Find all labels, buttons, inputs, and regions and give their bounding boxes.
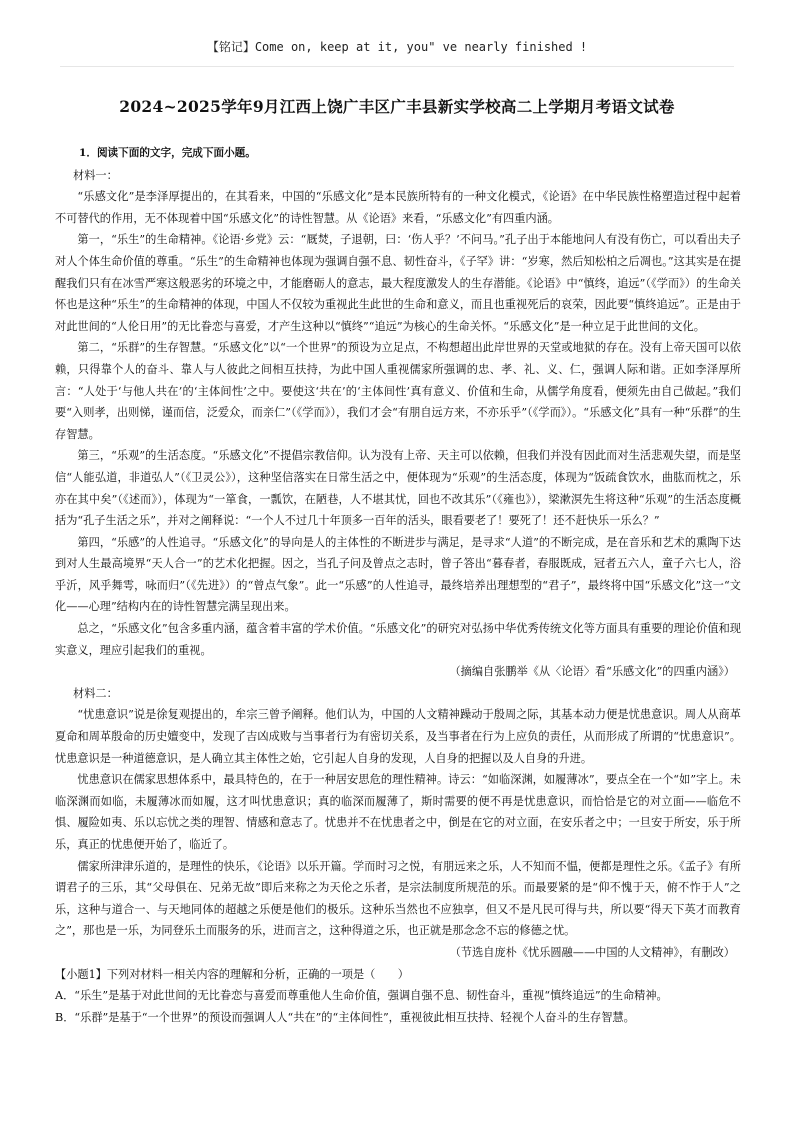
answer-option-a[interactable]: A．“乐生”是基于对此世间的无比眷恋与喜爱而尊重他人生命价值，强调自强不息、韧性奋斗，重视“慎终追远”的生命精神。 [55, 989, 668, 1003]
header-divider [60, 66, 734, 67]
document-body [55, 143, 741, 1028]
material-one-paragraph: “乐感文化”是李泽厚提出的，在其看来，中国的“乐感文化”是本民族所特有的一种文化模式，《论语》在中华民族性格塑造过程中起着不可替代的作用，无不体现着中国“乐感文化”的诗性智慧。从《论语》来看，“乐感文化”有四重内涵。 [55, 190, 741, 225]
material-one-paragraph: 第一，“乐生”的生命精神。《论语·乡党》云：“厩焚，子退朝，曰：‘伤人乎？’不问马。”孔子出于本能地问人有没有伤亡，可以看出夫子对人个体生命价值的尊重。“乐生”的生命精神也体现为强调自强不息、韧性奋斗，《子罕》讲：“岁寒，然后知松柏之后凋也。”这其实是在提醒我们只有在冰雪严寒这般恶劣的环境之中，才能磨砺人的意志，最大程度激发人的生存潜能。《论语》中“慎终，追远”（《学而》）的生命关怀也是这种“乐生”的生命精神的体现，中国人不仅较为重视此生此世的生命和意义，而且也重视死后的哀荣，因此要“慎终追远”。正是由于对此世间的“人伦日用”的无比眷恋与喜爱，才产生这种以“慎终”“追远”为核心的生命关怀。“乐感文化”是一种立足于此世间的文化。 [55, 233, 741, 333]
question-stem: 【小题1】下列对材料一相关内容的理解和分析，正确的一项是（ ） [55, 967, 409, 981]
material-two-paragraph: 忧患意识在儒家思想体系中，最具特色的，在于一种居安思危的理性精神。诗云：“如临深渊，如履薄冰”，要点全在一个“如”字上。未临深渊而如临，未履薄冰而如履，这才叫忧患意识；真的临深而履薄了，斯时需要的便不再是忧患意识，而恰恰是它的对立面——临危不惧、履险如夷、乐以忘忧之类的理智、情感和意志了。忧患并不在忧患者之中，倒是在它的对立面，在安乐者之中；一旦安于所安，乐于所乐，真正的忧患便开始了，临近了。 [55, 773, 741, 851]
question-intro: 1．阅读下面的文字，完成下面小题。 [79, 147, 256, 159]
page-title: 2024~2025学年9月江西上饶广丰区广丰县新实学校高二上学期月考语文试卷 [119, 97, 675, 116]
material-two-paragraph: “忧患意识”说是徐复观提出的，牟宗三曾予阐释。他们认为，中国的人文精神躁动于殷周之际，其基本动力便是忧患意识。周人从商革夏命和周革殷命的历史嬗变中，发现了吉凶成败与当事者行为有密切关系，及当事者在行为上应负的责任，从而形成了所谓的“忧患意识”。忧患意识是一种道德意识，是人确立其主体性之始，它引起人自身的发现，人自身的把握以及人自身的升进。 [55, 708, 741, 765]
material-one-paragraph: 第四，“乐感”的人性追寻。“乐感文化”的导向是人的主体性的不断进步与满足，是寻求“人道”的不断完成，是在音乐和艺术的熏陶下达到对人生最高境界“天人合一”的艺术化把握。因之，当孔子问及曾点之志时，曾子答出“暮春者，春服既成，冠者五六人，童子六七人，浴乎沂，风乎舞雩，咏而归”（《先进》）的“曾点气象”。此一“乐感”的人性追寻，最终培养出理想型的“君子”，最终将中国“乐感文化”这一“文化——心理”结构内在的诗性智慧完满呈现出来。 [55, 535, 741, 614]
material-one-paragraph: 第三，“乐观”的生活态度。“乐感文化”不提倡宗教信仰。认为没有上帝、天主可以依赖，但我们并没有因此而对生活悲观失望，而是坚信“人能弘道，非道弘人”（《卫灵公》），这种坚信落实在日常生活之中，便体现为“乐观”的生活态度，体现为“饭疏食饮水，曲肱而枕之，乐亦在其中矣”（《述而》），体现为“一箪食，一瓢饮，在陋巷，人不堪其忧，回也不改其乐”（《雍也》），梁漱溟先生将这种“乐观”的生活态度概括为“孔子生活之乐”，并对之阐释说：“一个人不过几十年顶多一百年的活头，眼看要老了！要死了！还不赶快乐一乐么？” [55, 449, 741, 528]
material-two-label: 材料二： [73, 686, 118, 700]
material-one-label: 材料一： [73, 168, 118, 182]
material-two-source: （节选自庞朴《忧乐圆融——中国的人文精神》，有删改） [449, 945, 735, 959]
material-one-source: （摘编自张鹏举《从〈论语〉看“乐感文化”的四重内涵》） [449, 665, 735, 679]
motto-banner: 【铭记】Come on, keep at it, you" ve nearly finished ! [206, 40, 588, 54]
material-two-paragraph: 儒家所津津乐道的，是理性的快乐，《论语》以乐开篇。学而时习之悦，有朋远来之乐，人不知而不愠，便都是理性之乐。《孟子》有所谓君子的三乐，其“父母俱在、兄弟无故”即后来称之为天伦之乐者，是宗法制度所规范的乐。而最要紧的是“仰不愧于天，俯不怍于人”之乐，这种与道合一、与天地同体的超越之乐便是他们的极乐。这种乐当然也不应独享，但又不是凡民可得与共，所以要“得天下英才而教育之”，那也是一乐，为同登乐土而服务的乐，进而言之，这种得道之乐，也正就是那念念不忘的修德之忧。 [55, 859, 741, 938]
answer-option-b[interactable]: B．“乐群”是基于“一个世界”的预设而强调人人“共在”的“主体间性”，重视彼此相互扶持、轻视个人奋斗的生存智慧。 [55, 1010, 635, 1024]
material-one-paragraph: 总之，“乐感文化”包含多重内涵，蕴含着丰富的学术价值。“乐感文化”的研究对弘扬中华优秀传统文化等方面具有重要的理论价值和现实意义，理应引起我们的重视。 [55, 622, 741, 657]
material-one-paragraph: 第二，“乐群”的生存智慧。“乐感文化”以“一个世界”的预设为立足点，不构想超出此岸世界的天堂或地狱的存在。没有上帝天国可以依赖，只得靠个人的奋斗、靠人与人彼此之间相互扶持，为此中国人重视儒家所强调的忠、孝、礼、义、仁，强调人际和谐。正如李泽厚所言：“人处于‘与他人共在’的‘主体间性’之中。要使这‘共在’的‘主体间性’真有意义、价值和生命，从儒学角度看，便须先由自己做起。”我们要“入则孝，出则悌，谨而信，泛爱众，而亲仁”（《学而》），我们才会“有朋自远方来，不亦乐乎”（《学而》）。“乐感文化”具有一种“乐群”的生存智慧。 [55, 341, 741, 441]
